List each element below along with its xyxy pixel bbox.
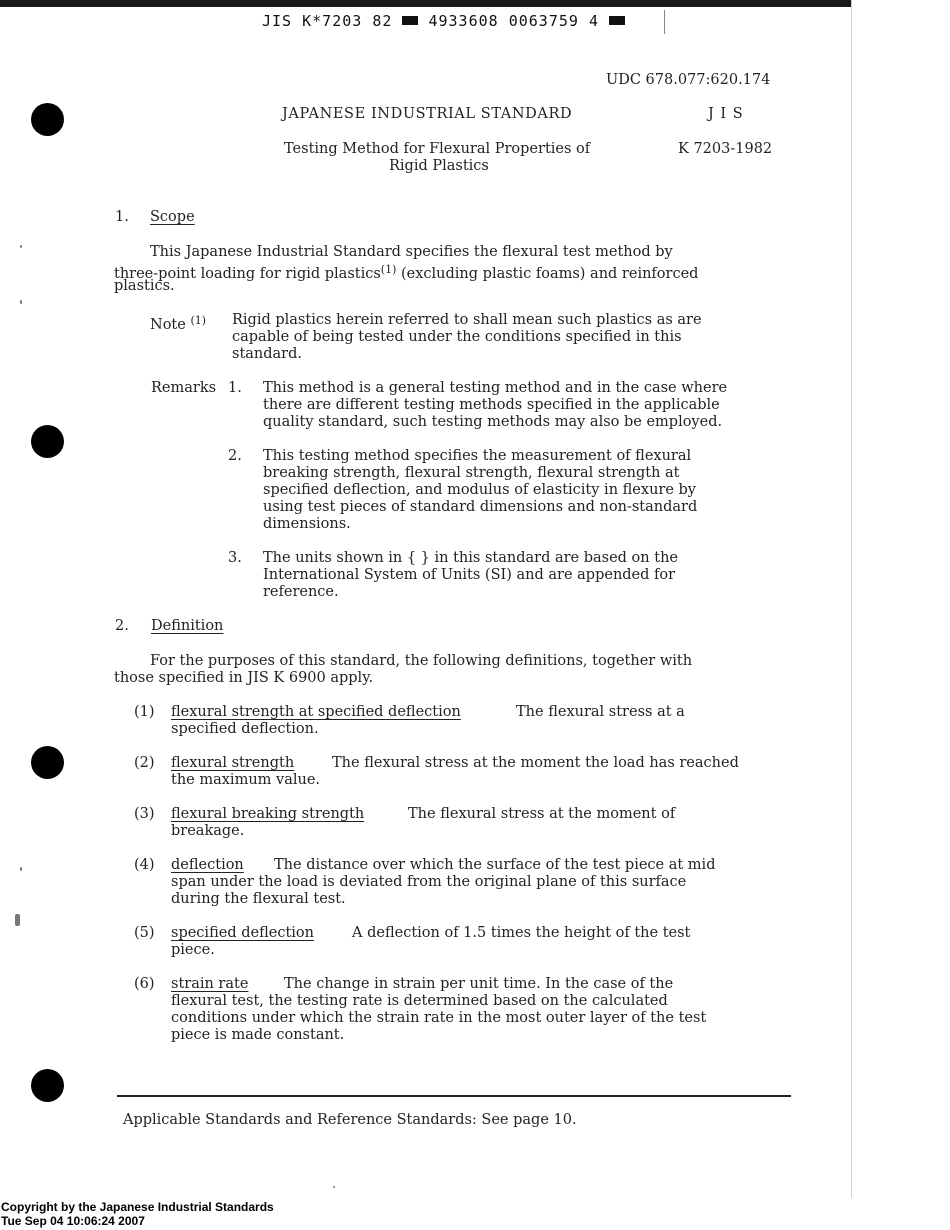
header-code-part1: JIS K*7203 82 bbox=[262, 12, 393, 30]
definition-number: (6) bbox=[134, 976, 155, 992]
definition-text: The distance over which the surface of the test piece at mid bbox=[274, 857, 716, 873]
definition-term: strain rate bbox=[171, 976, 249, 992]
remark-line: breaking strength, flexural strength, flexural strength at bbox=[263, 465, 680, 481]
definition-text: The flexural stress at a bbox=[516, 704, 685, 720]
note-line: standard. bbox=[232, 346, 303, 362]
scan-top-border bbox=[0, 0, 852, 7]
remark-line: reference. bbox=[263, 584, 339, 600]
timestamp-line: Tue Sep 04 10:06:24 2007 bbox=[1, 1214, 145, 1228]
note-line: Rigid plastics herein referred to shall mean such plastics as are bbox=[232, 312, 702, 328]
scan-speck bbox=[20, 867, 22, 871]
remark-line: International System of Units (SI) and are appended for bbox=[263, 567, 676, 583]
remark-line: dimensions. bbox=[263, 516, 351, 532]
section2-number: 2. bbox=[115, 618, 129, 634]
definition-text: span under the load is deviated from the original plane of this surface bbox=[171, 874, 687, 890]
scope-para-line2 bbox=[114, 261, 698, 283]
scan-speck bbox=[20, 300, 22, 304]
remark-line: This testing method specifies the measurement of flexural bbox=[263, 448, 692, 464]
scan-speck bbox=[20, 245, 22, 248]
remark-line: using test pieces of standard dimensions and non-standard bbox=[263, 499, 698, 515]
udc-code: UDC 678.077:620.174 bbox=[606, 72, 771, 88]
definition-text: the maximum value. bbox=[171, 772, 321, 788]
footer-divider bbox=[117, 1095, 791, 1097]
document-title-line2: Rigid Plastics bbox=[389, 158, 489, 174]
remark-line: The units shown in { } in this standard are based on the bbox=[263, 550, 678, 566]
scope-text: (excluding plastic foams) and reinforced bbox=[396, 266, 699, 282]
remark-line: This method is a general testing method and in the case where bbox=[263, 380, 728, 396]
definition-term: flexural breaking strength bbox=[171, 806, 365, 822]
note-ref: (1) bbox=[190, 314, 207, 327]
definition-text: during the flexural test. bbox=[171, 891, 346, 907]
definition-text: A deflection of 1.5 times the height of the test bbox=[352, 925, 691, 941]
scan-speck bbox=[333, 1186, 335, 1188]
remark-number: 3. bbox=[228, 550, 242, 566]
scope-para-line1: This Japanese Industrial Standard specifies the flexural test method by bbox=[150, 244, 673, 260]
definition-para-line2: those specified in JIS K 6900 apply. bbox=[114, 670, 374, 686]
footnote-ref: (1) bbox=[380, 263, 397, 276]
scope-para-line3: plastics. bbox=[114, 278, 175, 294]
standard-title: JAPANESE INDUSTRIAL STANDARD bbox=[282, 106, 573, 122]
definition-term: specified deflection bbox=[171, 925, 314, 941]
definition-number: (4) bbox=[134, 857, 155, 873]
document-title-line1: Testing Method for Flexural Properties of bbox=[284, 141, 591, 157]
header-code-part2: 4933608 0063759 4 bbox=[428, 12, 599, 30]
definition-number: (2) bbox=[134, 755, 155, 771]
punch-hole bbox=[31, 1069, 64, 1102]
scan-right-edge bbox=[851, 0, 852, 1198]
footer-reference-note: Applicable Standards and Reference Standards: See page 10. bbox=[123, 1112, 577, 1128]
punch-hole bbox=[31, 425, 64, 458]
definition-text: specified deflection. bbox=[171, 721, 319, 737]
remark-line: there are different testing methods specified in the applicable bbox=[263, 397, 720, 413]
header-tick bbox=[664, 10, 665, 34]
remark-line: quality standard, such testing methods may also be employed. bbox=[263, 414, 723, 430]
definition-text: The change in strain per unit time. In the case of the bbox=[284, 976, 674, 992]
note-line: capable of being tested under the conditions specified in this bbox=[232, 329, 682, 345]
remark-number: 1. bbox=[228, 380, 242, 396]
definition-text: conditions under which the strain rate in the most outer layer of the test bbox=[171, 1010, 707, 1026]
redaction-block bbox=[609, 16, 625, 25]
section2-heading: Definition bbox=[151, 618, 224, 634]
scope-text: three-point loading for rigid plastics bbox=[114, 266, 381, 282]
note-label bbox=[150, 312, 206, 334]
copyright-line: Copyright by the Japanese Industrial Standards bbox=[1, 1200, 274, 1214]
copyright-notice bbox=[1, 1200, 274, 1228]
definition-term: flexural strength bbox=[171, 755, 295, 771]
punch-hole bbox=[31, 746, 64, 779]
punch-hole bbox=[31, 103, 64, 136]
definition-para-line1: For the purposes of this standard, the following definitions, together with bbox=[150, 653, 693, 669]
definition-text: piece is made constant. bbox=[171, 1027, 345, 1043]
remark-number: 2. bbox=[228, 448, 242, 464]
definition-text: The flexural stress at the moment of bbox=[408, 806, 676, 822]
definition-term: deflection bbox=[171, 857, 244, 873]
definition-text: The flexural stress at the moment the load has reached bbox=[332, 755, 739, 771]
document-header-code bbox=[262, 12, 625, 30]
definition-number: (5) bbox=[134, 925, 155, 941]
definition-term: flexural strength at specified deflection bbox=[171, 704, 461, 720]
definition-number: (1) bbox=[134, 704, 155, 720]
definition-text: flexural test, the testing rate is determined based on the calculated bbox=[171, 993, 668, 1009]
redaction-block bbox=[402, 16, 418, 25]
section1-heading: Scope bbox=[150, 209, 195, 225]
definition-text: breakage. bbox=[171, 823, 245, 839]
jis-label: J I S bbox=[708, 106, 744, 122]
section1-number: 1. bbox=[115, 209, 129, 225]
definition-number: (3) bbox=[134, 806, 155, 822]
scan-speck bbox=[15, 914, 20, 926]
remark-line: specified deflection, and modulus of elasticity in flexure by bbox=[263, 482, 697, 498]
note-label-text: Note bbox=[150, 317, 186, 333]
definition-text: piece. bbox=[171, 942, 215, 958]
remarks-label: Remarks bbox=[151, 380, 217, 396]
standard-number: K 7203-1982 bbox=[678, 141, 773, 157]
